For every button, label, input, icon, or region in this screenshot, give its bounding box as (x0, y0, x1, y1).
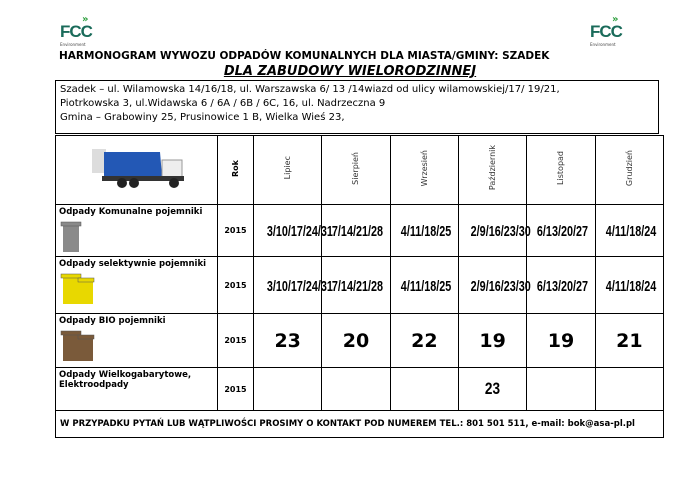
waste-type-label: Odpady BIO pojemniki (59, 316, 166, 326)
address-line: Szadek – ul. Wilamowska 14/16/18, ul. Warszawska 6/ 13 /14wiazd od ulicy wilamowskiej/17/ 19/21, (60, 84, 560, 95)
waste-type-cell (56, 205, 218, 257)
pickup-dates: 23 (274, 329, 301, 352)
month-header: Lipiec (254, 136, 322, 205)
waste-type-label: Odpady Komunalne pojemniki (59, 207, 203, 217)
date-cell (390, 314, 458, 368)
year-cell: 2015 (218, 368, 254, 411)
document-subtitle: DLA ZABUDOWY WIELORODZINNEJ (223, 64, 477, 79)
pickup-dates: 7/14/21/28 (332, 277, 384, 295)
pickup-dates: 19 (547, 329, 575, 352)
pickup-dates: 3/10/17/24/31 (266, 277, 333, 295)
pickup-dates: 22 (411, 329, 438, 352)
pickup-dates: 6/13/20/27 (537, 277, 589, 295)
date-cell (254, 257, 333, 314)
pickup-dates: 20 (342, 329, 370, 352)
table-row (56, 257, 664, 314)
date-cell (527, 205, 595, 257)
pickup-dates: 21 (616, 329, 643, 352)
date-cell (322, 257, 390, 314)
date-cell (595, 205, 663, 257)
waste-bin-icon (59, 220, 99, 254)
document-title: HARMONOGRAM WYWOZU ODPADÓW KOMUNALNYCH DLA MIASTA/GMINY: SZADEK (59, 50, 550, 62)
date-cell (390, 368, 458, 411)
pickup-dates: 7/14/21/28 (332, 223, 384, 240)
waste-type-cell (56, 257, 218, 314)
table-row (56, 368, 664, 411)
waste-type-cell (56, 368, 218, 411)
date-cell (390, 205, 458, 257)
date-cell (458, 257, 531, 314)
date-cell (254, 205, 333, 257)
pickup-dates: 4/11/18/25 (400, 223, 451, 240)
address-box (55, 80, 659, 134)
pickup-dates: 2/9/16/23/30 (470, 223, 531, 240)
pickup-dates: 6/13/20/27 (537, 223, 589, 240)
waste-type-label: Odpady Wielkogabarytowe, Elektroodpady (59, 370, 192, 390)
pickup-dates: 4/11/18/24 (605, 223, 656, 240)
date-cell (595, 368, 663, 411)
month-header: Wrzesień (390, 136, 458, 205)
pickup-dates: 3/10/17/24/31 (266, 223, 333, 240)
waste-type-cell (56, 314, 218, 368)
date-cell (322, 368, 390, 411)
pickup-dates: 19 (479, 329, 506, 352)
schedule-table (55, 135, 664, 438)
month-header: Sierpień (322, 136, 390, 205)
date-cell (595, 314, 663, 368)
date-cell (254, 314, 322, 368)
year-header: Rok (218, 136, 254, 205)
date-cell (390, 257, 458, 314)
date-cell (322, 205, 390, 257)
pickup-dates: 4/11/18/24 (605, 277, 656, 295)
date-cell (527, 314, 595, 368)
date-cell (458, 205, 531, 257)
fcc-logo-right: » FCC Environment (590, 14, 622, 47)
date-cell (254, 368, 322, 411)
table-row (56, 205, 664, 257)
header-row (56, 136, 664, 205)
date-cell (458, 314, 526, 368)
year-cell: 2015 (218, 257, 254, 314)
table-row (56, 314, 664, 368)
date-cell (595, 257, 663, 314)
pickup-dates: 23 (485, 379, 501, 398)
pickup-dates: 2/9/16/23/30 (470, 277, 531, 295)
address-line: Piotrkowska 3, ul.Widawska 6 / 6A / 6B / 6C, 16, ul. Nadrzeczna 9 (60, 98, 386, 109)
date-cell (527, 368, 595, 411)
year-cell: 2015 (218, 205, 254, 257)
month-header: Grudzień (595, 136, 663, 205)
month-header: Listopad (527, 136, 595, 205)
month-header: Październik (458, 136, 526, 205)
waste-bin-icon (59, 272, 99, 306)
waste-type-label: Odpady selektywnie pojemniki (59, 259, 207, 269)
date-cell (458, 368, 526, 411)
garbage-truck-image (56, 136, 218, 205)
waste-bin-icon (59, 329, 99, 363)
date-cell (527, 257, 595, 314)
pickup-dates: 4/11/18/25 (400, 277, 451, 295)
date-cell (322, 314, 390, 368)
address-line: Gmina – Grabowiny 25, Prusinowice 1 B, Wielka Wieś 23, (60, 112, 345, 123)
contact-footer: W PRZYPADKU PYTAŃ LUB WĄTPLIWOŚCI PROSIMY O KONTAKT POD NUMEREM TEL.: 801 501 511, e-mail: bok@asa-pl.pl (56, 411, 664, 438)
fcc-logo-left: » FCC Environment (60, 14, 92, 47)
year-cell: 2015 (218, 314, 254, 368)
